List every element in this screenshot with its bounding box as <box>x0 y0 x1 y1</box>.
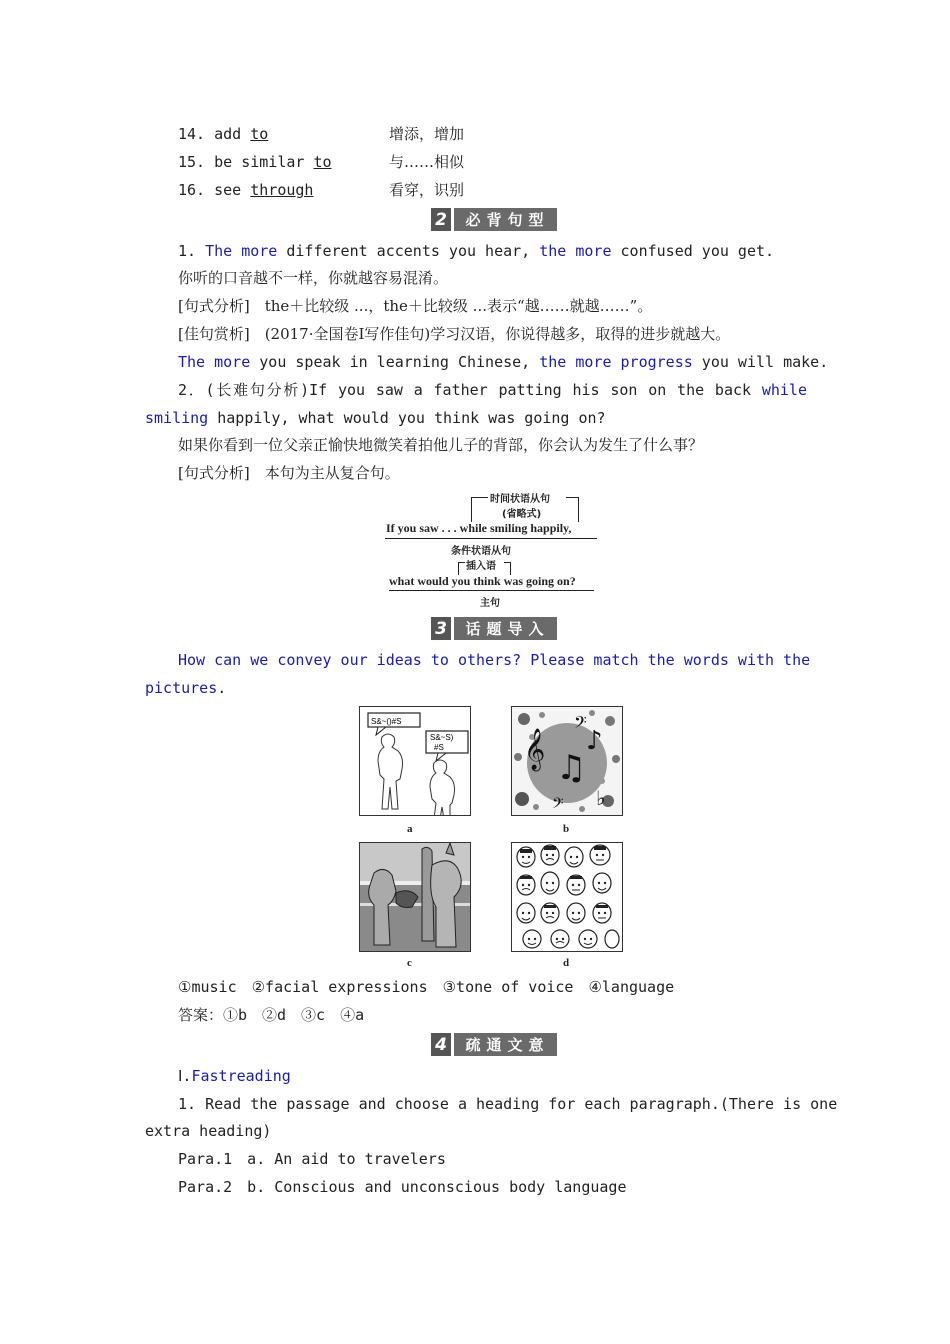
diagram-elliptical-label: (省略式) <box>502 509 542 520</box>
sentence-2-analysis: [句式分析] 本句为主从复合句。 <box>178 464 400 482</box>
section-header-4 <box>431 1033 557 1056</box>
sentence-1: 1. The more different accents you hear, the more confused you get. <box>178 242 775 260</box>
diagram-insertion-label: 插入语 <box>466 561 496 572</box>
picture-d-caption: d <box>563 957 570 969</box>
vocab-item-16: 16. see through <box>178 181 314 199</box>
vocab-meaning-16: 看穿，识别 <box>389 181 465 199</box>
section-number: 2 <box>431 208 451 231</box>
sentence-1-appreciation: [佳句赏析] (2017·全国卷Ⅰ写作佳句)学习汉语，你说得越多，取得的进步就越大。 <box>178 325 731 343</box>
paragraph-2-heading: Para.2 b. Conscious and unconscious body language <box>178 1178 627 1196</box>
sentence-2-line2: smiling happily, what would you think was going on? <box>145 409 606 427</box>
section-header-3 <box>431 617 557 640</box>
section-title: 话题导入 <box>454 617 557 640</box>
vocab-meaning-15: 与……相似 <box>389 153 465 171</box>
sentence-1-analysis: [句式分析] the＋比较级 ...，the＋比较级 ...表示“越……就越……”。 <box>178 297 653 315</box>
flat-sign-icon: ♭ <box>596 786 606 810</box>
section-header-2 <box>431 208 557 231</box>
picture-b <box>511 706 623 816</box>
vocab-item-14: 14. add to <box>178 125 269 143</box>
vocab-item-15: 15. be similar to <box>178 153 332 171</box>
match-answer: 答案：①b ②d ③c ④a <box>178 1006 365 1024</box>
diagram-main-clause-label: 主句 <box>480 598 500 609</box>
picture-a <box>359 706 471 816</box>
topic-question-line2: pictures. <box>145 679 227 697</box>
fastreading-question-1-line2: extra heading) <box>145 1122 272 1140</box>
vocab-meaning-14: 增添，增加 <box>389 125 465 143</box>
diagram-sentence-1: If you saw . . . while smiling happily, <box>386 521 572 535</box>
match-options: ①music ②facial expressions ③tone of voice ④language <box>178 978 675 996</box>
treble-clef-icon: 𝄞 <box>524 729 546 770</box>
fastreading-heading: Ⅰ.Fastreading <box>178 1067 291 1085</box>
music-notes-icon: ♫ <box>556 748 587 788</box>
fastreading-question-1: 1. Read the passage and choose a heading for each paragraph.(There is one <box>178 1095 838 1113</box>
paragraph-1-heading: Para.1 a. An aid to travelers <box>178 1150 446 1168</box>
sentence-1-translation: 你听的口音越不一样，你就越容易混淆。 <box>178 269 449 287</box>
picture-c <box>359 842 471 952</box>
section-number: 4 <box>431 1033 451 1056</box>
diagram-sentence-2: what would you think was going on? <box>389 574 576 588</box>
bass-clef-icon: 𝄢 <box>574 712 587 736</box>
bubble-1-text: S&~()#S <box>371 717 402 726</box>
eighth-note-icon: ♪ <box>586 726 603 756</box>
bubble-2-text: S&~S) <box>430 733 454 742</box>
bass-clef-icon-2: 𝄢 <box>552 795 564 815</box>
picture-b-caption: b <box>563 823 570 835</box>
sentence-2-line1: 2．(长难句分析)If you saw a father patting his son on the back while <box>178 381 807 399</box>
bubble-2-text-b: #S <box>434 743 444 752</box>
sentence-2-translation: 如果你看到一位父亲正愉快地微笑着拍他儿子的背部，你会认为发生了什么事？ <box>178 436 704 454</box>
diagram-time-clause-label: 时间状语从句 <box>490 494 550 505</box>
diagram-condition-clause-label: 条件状语从句 <box>451 546 511 557</box>
topic-question: How can we convey our ideas to others? Please match the words with the <box>178 651 811 669</box>
picture-c-caption: c <box>407 957 412 969</box>
picture-a-caption: a <box>407 823 413 835</box>
picture-d <box>511 842 623 952</box>
section-number: 3 <box>431 617 451 640</box>
sentence-1-example: The more you speak in learning Chinese, the more progress you will make. <box>178 353 829 371</box>
section-title: 必背句型 <box>454 208 557 231</box>
section-title: 疏通文意 <box>454 1033 557 1056</box>
